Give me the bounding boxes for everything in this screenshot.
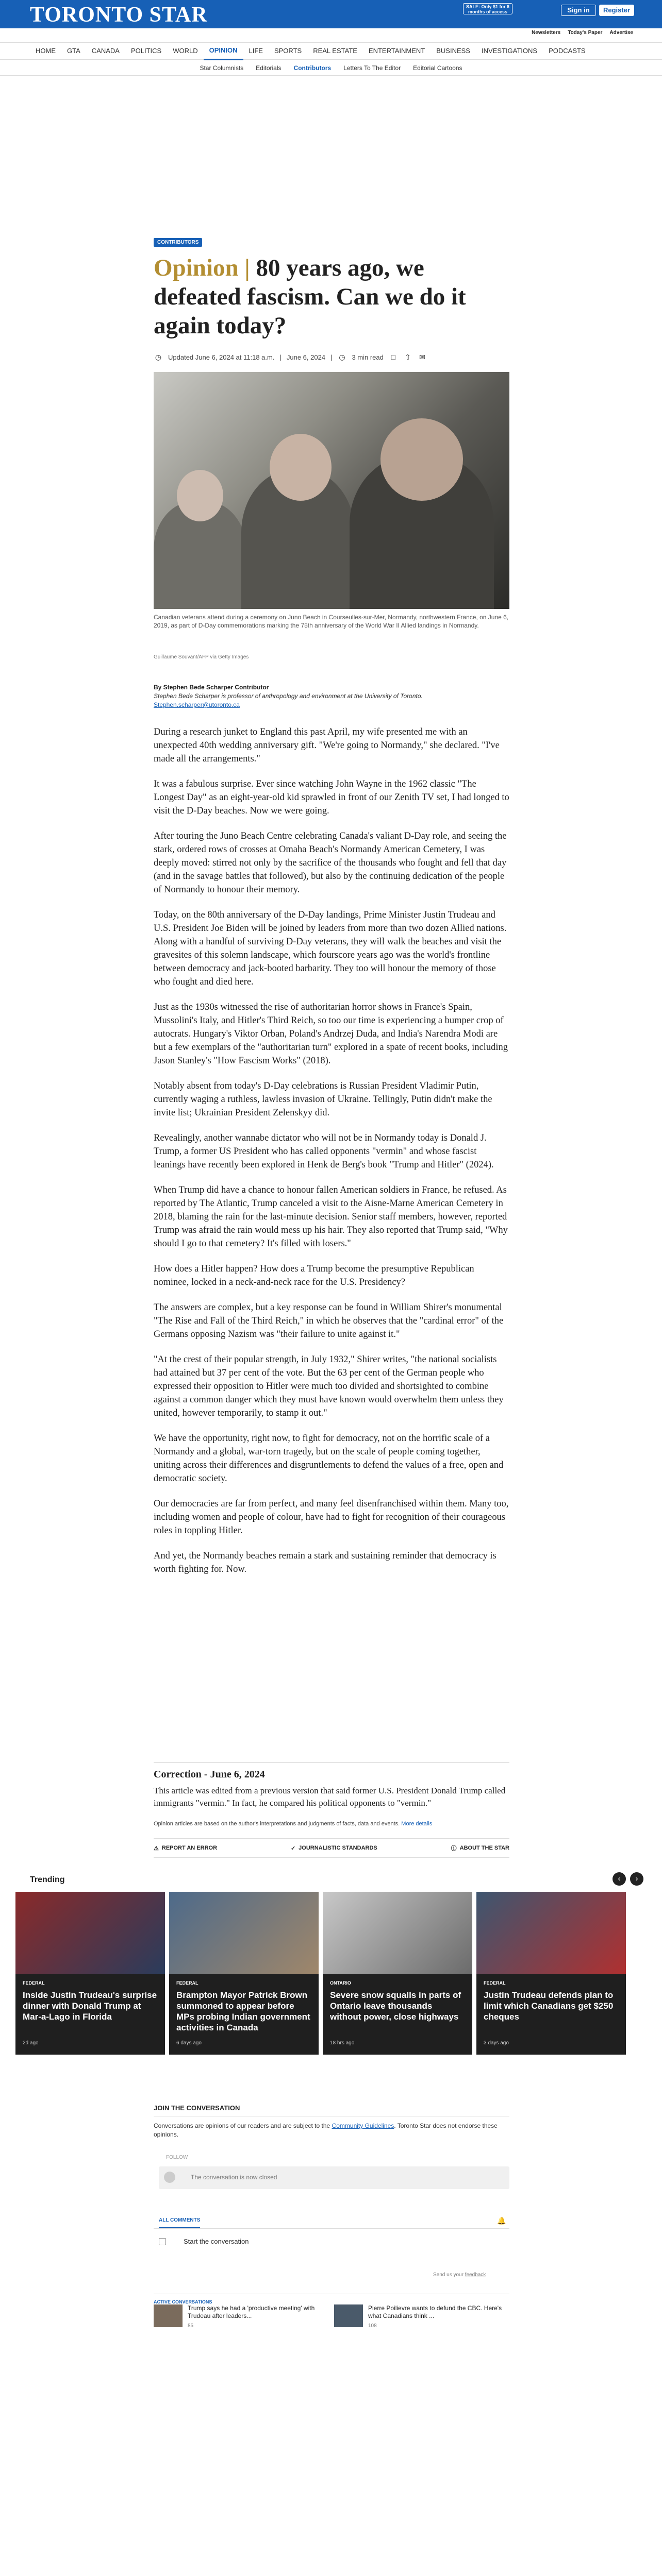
byline <box>154 683 509 709</box>
opinion-disclaimer: Opinion articles are based on the author's interpretations and judgments of facts, data and events. More details <box>154 1821 433 1827</box>
nav-investigations[interactable]: INVESTIGATIONS <box>481 47 538 55</box>
paragraph: Just as the 1930s witnessed the rise of authoritarian horror shows in France's Spain, Mussolini's Italy, and Hitler's Third Reich, so too our time is experiencing a bumper crop of autocrats. Hungary's Viktor Orban, Poland's Andrzej Duda, and India's Narendra Modi are but a few exemplars of the "authoritarian turn" explored in a spate of recent books, including Jason Stanley's "How Fascism Works" (2018). <box>154 1002 508 1066</box>
trending-image <box>323 1892 472 1974</box>
nav-sports[interactable]: SPORTS <box>274 47 302 55</box>
advertise-link[interactable]: Advertise <box>609 30 633 36</box>
trending-title: Trending <box>30 1875 65 1884</box>
image-credit: Guillaume Souvant/AFP via Getty Images <box>154 654 249 660</box>
nav-entertainment[interactable]: ENTERTAINMENT <box>368 47 425 55</box>
comment-count: 85 <box>188 2323 194 2329</box>
author-name[interactable]: By Stephen Bede Scharper Contributor <box>154 684 269 691</box>
author-bio: Stephen Bede Scharper is professor of anthropology and environment at the University of Toronto. <box>154 692 423 700</box>
main-nav <box>0 42 662 60</box>
comment-count: 108 <box>368 2323 377 2329</box>
todays-paper-link[interactable]: Today's Paper <box>568 30 603 36</box>
subnav-letters[interactable]: Letters To The Editor <box>343 64 401 72</box>
nav-real-estate[interactable]: REAL ESTATE <box>313 47 357 55</box>
follow-label[interactable]: FOLLOW <box>166 2155 188 2160</box>
subnav-star-columnists[interactable]: Star Columnists <box>200 64 244 72</box>
site-logo[interactable]: TORONTO STAR <box>30 3 208 27</box>
feedback-link[interactable]: feedback <box>465 2272 486 2278</box>
start-conversation[interactable]: Start the conversation <box>154 2237 509 2247</box>
conversation-section <box>154 2104 509 2139</box>
utility-links <box>448 30 633 38</box>
subnav-cartoons[interactable]: Editorial Cartoons <box>413 64 462 72</box>
article-meta: ◷ Updated June 6, 2024 at 11:18 a.m. | June 6, 2024 | ◷ 3 min read □ ⇧ ✉ <box>154 352 509 362</box>
active-conversation-item[interactable]: Trump says he had a 'productive meeting' with Trudeau after leaders... 85 <box>154 2304 324 2335</box>
active-conversations: ACTIVE CONVERSATIONS Trump says he had a 'productive meeting' with Trudeau after leaders... 85 Pierre Poilievre wants to defund the CBC. Here's what Canadians think ... 108 <box>154 2294 509 2304</box>
paragraph: It was a fabulous surprise. Ever since watching John Wayne in the 1962 classic "The Longest Day" as an eight-year-old kid sprawled in front of our Zenith TV set, I had longed to visit the D-Day beaches. Now we were going. <box>154 779 509 816</box>
author-email[interactable]: Stephen.scharper@utoronto.ca <box>154 701 240 708</box>
opinion-kicker: Opinion <box>154 255 239 281</box>
trending-image <box>15 1892 165 1974</box>
trending-image <box>169 1892 319 1974</box>
trending-image <box>476 1892 626 1974</box>
more-details-link[interactable]: More details <box>401 1821 433 1827</box>
active-conversation-item[interactable]: Pierre Poilievre wants to defund the CBC. Here's what Canadians think ... 108 <box>334 2304 504 2335</box>
article-headline: Opinion | 80 years ago, we defeated fascism. Can we do it again today? <box>154 255 466 339</box>
about-star-button[interactable]: ⓘ ABOUT THE STAR <box>451 1845 509 1852</box>
bookmark-icon[interactable]: □ <box>391 353 396 361</box>
paragraph: After touring the Juno Beach Centre celebrating Canada's valiant D-Day role, and seeing the stark, ordered rows of crosses at Omaha Beach's Normandy American Cemetery, I was deeply moved: stirred not only by the sacrifice of the thousands who fought and fell that day (and in the savage battles that followed), but also by the continuing dedication of the people of Normandy to honour their memory. <box>154 831 507 895</box>
trending-card[interactable]: FEDERAL Justin Trudeau defends plan to limit which Canadians get $250 cheques 3 days ago <box>476 1892 626 2055</box>
nav-podcasts[interactable]: PODCASTS <box>549 47 586 55</box>
next-arrow-icon[interactable]: › <box>630 1872 643 1886</box>
nav-home[interactable]: HOME <box>36 47 56 55</box>
published-date: June 6, 2024 <box>286 353 326 361</box>
conversation-closed-box <box>159 2166 509 2189</box>
thumbnail <box>334 2304 363 2327</box>
paragraph: Revealingly, another wannabe dictator who will not be in Normandy today is Donald J. Trump, a former US President who has called opponents "vermin" and whose fascist leanings have recently been explored in Henk de Berg's book "Trump and Hitler" (2024). <box>154 1133 494 1170</box>
paragraph: We have the opportunity, right now, to fight for democracy, not on the horrific scale of a Normandy and a global, war-torn tragedy, but on the scale of people coming together, uniting across their differences and disgruntlements to defend the values of a free, open and democratic society. <box>154 1433 504 1484</box>
headline-text: 80 years ago, we defeated fascism. Can we do it again today? <box>154 255 466 339</box>
comment-icon[interactable]: ✉ <box>419 353 425 361</box>
article-hero-image <box>154 372 509 609</box>
closed-text: The conversation is now closed <box>191 2174 277 2181</box>
nav-canada[interactable]: CANADA <box>91 47 120 55</box>
paragraph: And yet, the Normandy beaches remain a stark and sustaining reminder that democracy is worth fighting for. Now. <box>154 1551 496 1574</box>
image-caption: Canadian veterans attend during a ceremony on Juno Beach in Courseulles-sur-Mer, Normandy, northwestern France, on June 6, 2019, as part of D-Day commemorations marking the 75th anniversary of the World War II Allied landings in Normandy. <box>154 614 509 629</box>
trending-nav <box>613 1872 643 1886</box>
trending-card[interactable]: FEDERAL Inside Justin Trudeau's surprise dinner with Donald Trump at Mar-a-Lago in Florida 2d ago <box>15 1892 165 2055</box>
avatar <box>164 2172 175 2183</box>
paragraph: "At the crest of their popular strength, in July 1932," Shirer writes, "the national socialists had attained but 37 per cent of the vote. But the 63 per cent of the German people who expressed their opposition to Hitler were much too divided and shortsighted to combine against a common danger which they must have known would overwhelm them unless they united, however temporarily, to stamp it out." <box>154 1354 504 1418</box>
guidelines-link[interactable]: Community Guidelines <box>332 2122 394 2129</box>
correction-box <box>154 1762 509 1809</box>
trending-carousel <box>0 1892 662 2055</box>
trending-card[interactable]: FEDERAL Brampton Mayor Patrick Brown summoned to appear before MPs probing Indian government activities in Canada 6 days ago <box>169 1892 319 2055</box>
tab-all-comments[interactable]: ALL COMMENTS <box>159 2217 200 2228</box>
paragraph: The answers are complex, but a key response can be found in William Shirer's monumental "The Rise and Fall of the Third Reich," in which he observes that the "cardinal error" of the Germans opposing Nazism was "their failure to unite against it." <box>154 1302 504 1340</box>
article-body <box>154 725 509 1588</box>
correction-text: This article was edited from a previous version that said former U.S. President Donald Trump called immigrants "vermin." In fact, he compared his political opponents to "vermin." <box>154 1786 506 1808</box>
clock-icon: ◷ <box>155 353 162 361</box>
article-actions <box>154 1838 509 1858</box>
read-time-icon: ◷ <box>339 353 345 361</box>
newsletters-link[interactable]: Newsletters <box>532 30 561 36</box>
bell-icon[interactable]: 🔔 <box>497 2216 506 2225</box>
share-icon[interactable]: ⇧ <box>404 353 411 361</box>
thumbnail <box>154 2304 183 2327</box>
nav-life[interactable]: LIFE <box>249 47 263 55</box>
prev-arrow-icon[interactable]: ‹ <box>613 1872 626 1886</box>
paragraph: During a research junket to England this past April, my wife presented me with an unexpected 40th wedding anniversary gift. "We're going to Normandy," she declared. "I've made all the arrangements." <box>154 727 500 764</box>
nav-opinion[interactable]: OPINION <box>204 42 243 60</box>
updated-date: Updated June 6, 2024 at 11:18 a.m. <box>168 353 275 361</box>
nav-world[interactable]: WORLD <box>173 47 198 55</box>
correction-title: Correction - June 6, 2024 <box>154 1769 265 1780</box>
section-label[interactable]: CONTRIBUTORS <box>154 238 202 247</box>
paragraph: How does a Hitler happen? How does a Trump become the presumptive Republican nominee, locked in a neck-and-neck race for the U.S. Presidency? <box>154 1264 474 1287</box>
feedback-note: Send us your feedback <box>433 2272 486 2278</box>
paragraph: Our democracies are far from perfect, and many feel disenfranchised within them. Many too, including women and people of colour, have had to fight for recognition of their courageous roles in toppling Hitler. <box>154 1499 509 1536</box>
subscription-promo-button[interactable]: SALE: Only $1 for 6 months of access <box>463 3 512 14</box>
check-icon: ✓ <box>290 1845 296 1852</box>
sign-in-button[interactable]: Sign in <box>561 5 596 16</box>
site-header <box>0 0 662 28</box>
opinion-subnav <box>0 60 662 76</box>
trending-card[interactable]: ONTARIO Severe snow squalls in parts of Ontario leave thousands without power, close highways 18 hrs ago <box>323 1892 472 2055</box>
paragraph: When Trump did have a chance to honour fallen American soldiers in France, he refused. As reported by The Atlantic, Trump canceled a visit to the Aisne-Marne American Cemetery in 2018, blaming the rain for the last-minute decision. Senior staff members, however, reported Trump was afraid the rain would mess up his hair. They also reported that Trump said, "Why should I go to that cemetery? It's filled with losers." <box>154 1185 508 1249</box>
comment-tabs <box>154 2213 509 2229</box>
nav-business[interactable]: BUSINESS <box>436 47 470 55</box>
subnav-editorials[interactable]: Editorials <box>256 64 282 72</box>
nav-politics[interactable]: POLITICS <box>130 47 162 55</box>
journalistic-standards-button[interactable]: ✓ JOURNALISTIC STANDARDS <box>290 1845 377 1852</box>
report-error-button[interactable]: ⚠ REPORT AN ERROR <box>154 1845 218 1852</box>
read-time: 3 min read <box>352 353 384 361</box>
conversation-note: Conversations are opinions of our readers and are subject to the Community Guidelines. Toronto Star does not endorse these opinions. <box>154 2122 498 2138</box>
nav-gta[interactable]: GTA <box>67 47 80 55</box>
info-icon: ⓘ <box>451 1845 457 1852</box>
conversation-title: JOIN THE CONVERSATION <box>154 2104 509 2116</box>
subnav-contributors[interactable]: Contributors <box>293 64 332 72</box>
paragraph: Today, on the 80th anniversary of the D-Day landings, Prime Minister Justin Trudeau and U.S. President Joe Biden will be joined by leaders from more than two dozen Allied nations. Along with a handful of surviving D-Day veterans, they will walk the beaches and visit the gravesites of this solemn landscape, which fourscore years ago was the world's frontline between democracy and jack-booted barbarity. They too will honour the memory of those who fought and died here. <box>154 910 507 987</box>
register-button[interactable]: Register <box>599 5 634 16</box>
chat-icon <box>159 2238 166 2245</box>
alert-icon: ⚠ <box>154 1845 159 1852</box>
paragraph: Notably absent from today's D-Day celebrations is Russian President Vladimir Putin, currently waging a ruthless, lawless invasion of Ukraine. Tellingly, Putin didn't make the invite list; Ukrainian President Zelenskyy did. <box>154 1081 492 1118</box>
